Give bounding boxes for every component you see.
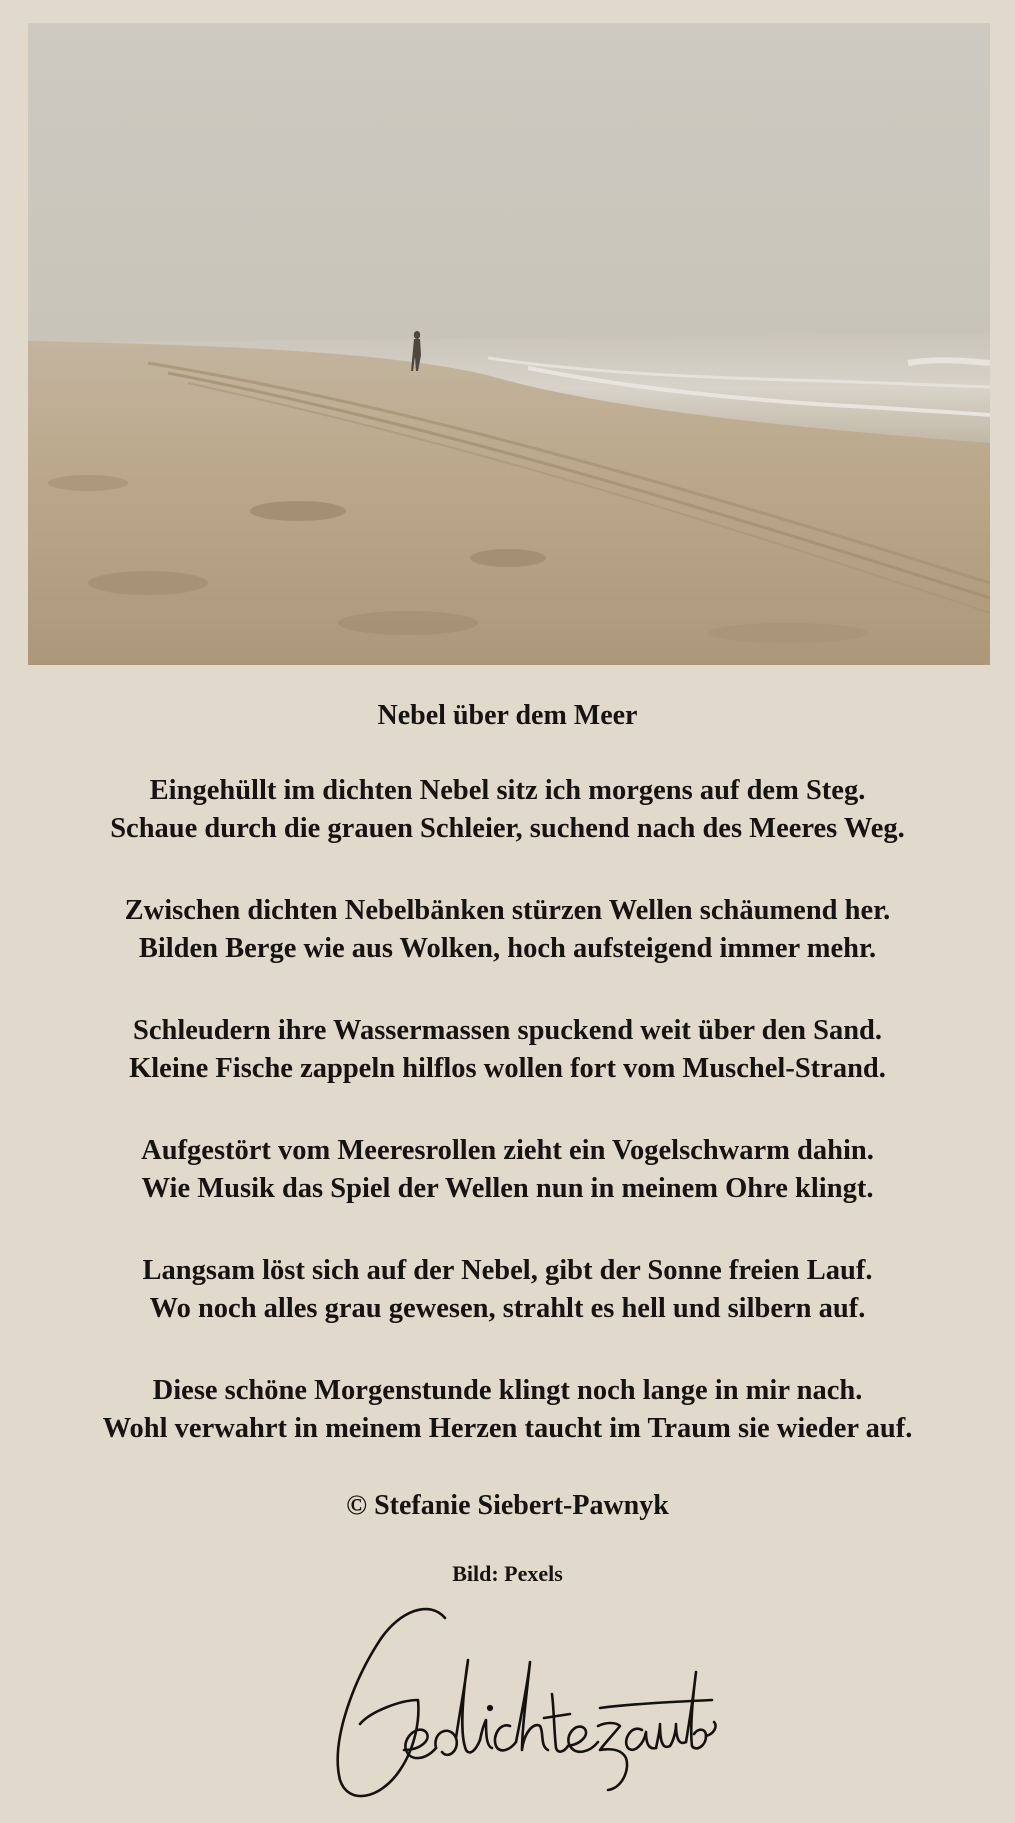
stanza-4 [0,1132,1015,1208]
stanza-6 [0,1372,1015,1448]
poem-line: Schleudern ihre Wassermassen spuckend weit über den Sand. [132,1015,883,1046]
poem-line: Bilden Berge wie aus Wolken, hoch aufsteigend immer mehr. [138,933,877,964]
stanza-3 [0,1012,1015,1088]
stanza-1 [0,772,1015,848]
poem-line: Zwischen dichten Nebelbänken stürzen Wellen schäumend her. [124,895,891,926]
gedichtezauber-signature-logo [300,1600,720,1810]
signature-text [720,1600,721,1601]
poem-line: Diese schöne Morgenstunde klingt noch lange in mir nach. [152,1375,863,1406]
stanza-5 [0,1252,1015,1328]
image-credit: Bild: Pexels [452,1561,563,1586]
beach-photo [28,23,990,665]
poem-line: Schaue durch die grauen Schleier, suchend nach des Meeres Weg. [110,813,905,844]
stanza-2 [0,892,1015,968]
signature-icon [300,1600,720,1810]
poem-line: Wohl verwahrt in meinem Herzen taucht im Traum sie wieder auf. [102,1413,913,1444]
poem-line: Langsam löst sich auf der Nebel, gibt der Sonne freien Lauf. [142,1255,873,1286]
poem-line: Eingehüllt im dichten Nebel sitz ich morgens auf dem Steg. [149,775,866,806]
foggy-beach-image [28,23,990,665]
author-copyright: © Stefanie Siebert-Pawnyk [346,1490,669,1521]
poem-line: Wo noch alles grau gewesen, strahlt es hell und silbern auf. [149,1293,866,1324]
poem-line: Aufgestört vom Meeresrollen zieht ein Vogelschwarm dahin. [141,1135,874,1166]
poem-line: Kleine Fische zappeln hilflos wollen fort vom Muschel-Strand. [129,1053,886,1084]
poem-title: Nebel über dem Meer [377,700,638,731]
poem-line: Wie Musik das Spiel der Wellen nun in meinem Ohre klingt. [141,1173,874,1204]
poem [0,692,1015,1590]
